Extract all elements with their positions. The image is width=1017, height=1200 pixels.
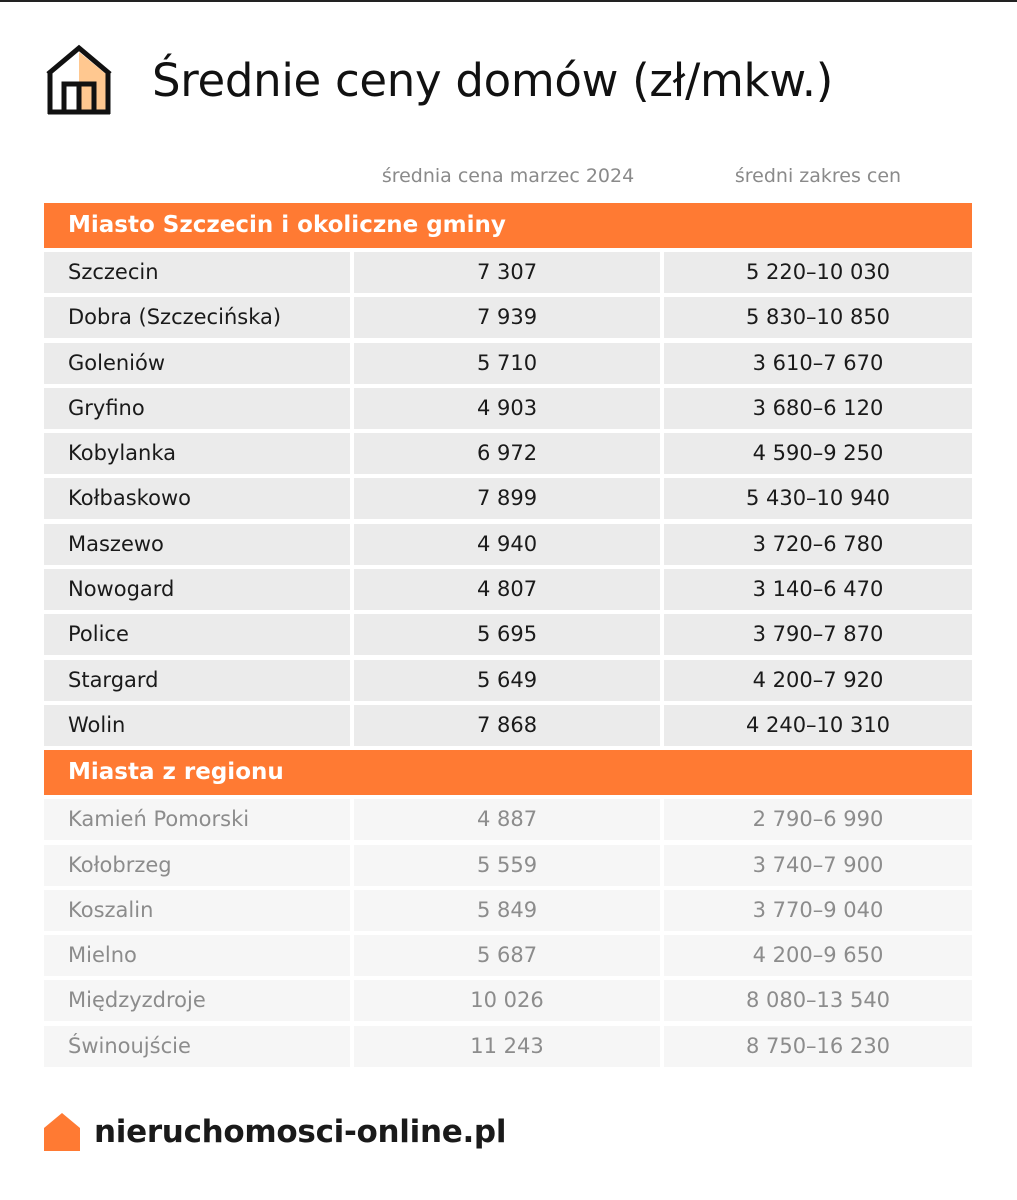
- price-range-cell: 3 790–7 870: [664, 614, 972, 655]
- table-row: [44, 845, 972, 886]
- avg-price-cell: 6 972: [354, 433, 660, 474]
- price-range-cell: 3 610–7 670: [664, 343, 972, 384]
- table-row: [44, 660, 972, 701]
- city-name-cell: Mielno: [44, 935, 350, 976]
- column-header-avg: średnia cena marzec 2024: [381, 165, 635, 187]
- avg-price-cell: 7 868: [354, 705, 660, 746]
- city-name-cell: Dobra (Szczecińska): [44, 297, 350, 338]
- logo-house-icon: [44, 1113, 80, 1151]
- section-header: Miasta z regionu: [44, 750, 972, 795]
- price-range-cell: 8 080–13 540: [664, 980, 972, 1021]
- price-range-cell: 5 220–10 030: [664, 252, 972, 293]
- city-name-cell: Szczecin: [44, 252, 350, 293]
- table-row: [44, 524, 972, 565]
- price-range-cell: 4 200–7 920: [664, 660, 972, 701]
- price-range-cell: 3 680–6 120: [664, 388, 972, 429]
- header: [44, 44, 833, 116]
- table-row: [44, 614, 972, 655]
- table-row: [44, 890, 972, 931]
- page-title: Średnie ceny domów (zł/mkw.): [152, 53, 833, 107]
- avg-price-cell: 7 939: [354, 297, 660, 338]
- table-row: [44, 297, 972, 338]
- price-range-cell: 3 140–6 470: [664, 569, 972, 610]
- city-name-cell: Kołobrzeg: [44, 845, 350, 886]
- avg-price-cell: 5 687: [354, 935, 660, 976]
- avg-price-cell: 7 899: [354, 478, 660, 519]
- city-name-cell: Kołbaskowo: [44, 478, 350, 519]
- avg-price-cell: 5 710: [354, 343, 660, 384]
- top-rule: [0, 0, 1017, 2]
- table-row: [44, 388, 972, 429]
- price-range-cell: 3 770–9 040: [664, 890, 972, 931]
- price-range-cell: 5 430–10 940: [664, 478, 972, 519]
- avg-price-cell: 4 807: [354, 569, 660, 610]
- city-name-cell: Międzyzdroje: [44, 980, 350, 1021]
- avg-price-cell: 4 903: [354, 388, 660, 429]
- avg-price-cell: 4 887: [354, 799, 660, 840]
- city-name-cell: Gryfino: [44, 388, 350, 429]
- city-name-cell: Goleniów: [44, 343, 350, 384]
- avg-price-cell: 5 695: [354, 614, 660, 655]
- avg-price-cell: 5 649: [354, 660, 660, 701]
- table-row: [44, 935, 972, 976]
- avg-price-cell: 11 243: [354, 1026, 660, 1067]
- city-name-cell: Kobylanka: [44, 433, 350, 474]
- avg-price-cell: 4 940: [354, 524, 660, 565]
- city-name-cell: Police: [44, 614, 350, 655]
- table-row: [44, 478, 972, 519]
- house-icon: [44, 44, 114, 116]
- footer: [44, 1112, 506, 1152]
- brand-name: nieruchomosci-online.pl: [94, 1114, 507, 1150]
- city-name-cell: Koszalin: [44, 890, 350, 931]
- price-range-cell: 3 740–7 900: [664, 845, 972, 886]
- avg-price-cell: 5 849: [354, 890, 660, 931]
- section-header: Miasto Szczecin i okoliczne gminy: [44, 203, 972, 248]
- avg-price-cell: 5 559: [354, 845, 660, 886]
- table-row: [44, 705, 972, 746]
- column-header-range: średni zakres cen: [734, 165, 902, 187]
- price-table: [44, 203, 972, 1071]
- table-row: [44, 433, 972, 474]
- table-row: [44, 799, 972, 840]
- price-range-cell: 8 750–16 230: [664, 1026, 972, 1067]
- price-range-cell: 5 830–10 850: [664, 297, 972, 338]
- price-range-cell: 4 200–9 650: [664, 935, 972, 976]
- city-name-cell: Nowogard: [44, 569, 350, 610]
- avg-price-cell: 10 026: [354, 980, 660, 1021]
- city-name-cell: Świnoujście: [44, 1026, 350, 1067]
- price-range-cell: 3 720–6 780: [664, 524, 972, 565]
- table-row: [44, 252, 972, 293]
- price-range-cell: 4 240–10 310: [664, 705, 972, 746]
- table-row: [44, 980, 972, 1021]
- city-name-cell: Maszewo: [44, 524, 350, 565]
- column-headers: [44, 165, 972, 193]
- table-row: [44, 1026, 972, 1067]
- avg-price-cell: 7 307: [354, 252, 660, 293]
- city-name-cell: Kamień Pomorski: [44, 799, 350, 840]
- price-range-cell: 4 590–9 250: [664, 433, 972, 474]
- price-range-cell: 2 790–6 990: [664, 799, 972, 840]
- city-name-cell: Wolin: [44, 705, 350, 746]
- table-row: [44, 343, 972, 384]
- city-name-cell: Stargard: [44, 660, 350, 701]
- table-row: [44, 569, 972, 610]
